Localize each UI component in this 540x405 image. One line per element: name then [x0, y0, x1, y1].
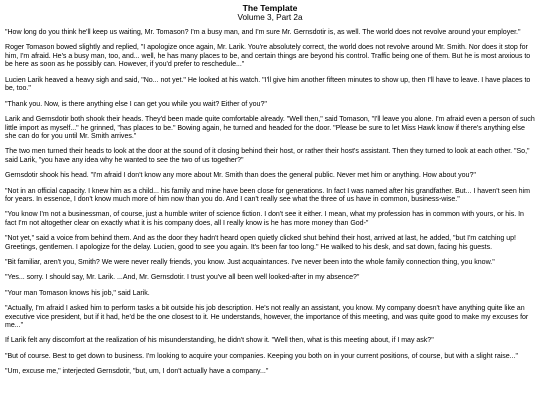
paragraph: "Not yet," said a voice from behind them. And as the door they hadn't heard open quietly clicked shut behind their host, arrived at last, he added, "but I'm catching up! Greetings, gentlemen. I apologize for the delay. Lucien, good to see you again. It's been far too long." He walked to his desk, and sat down, facing his guests. [5, 235, 516, 251]
paragraph: "Not in an official capacity. I knew him as a child... his family and mine have been close for generations. In fact I was named after his grandfather. But... I haven't seen him for years. In essence, I don't know much more of him now than you do. And I can't really see what the three of us have in common, business-wise." [5, 187, 530, 204]
paragraph: "Actually, I'm afraid I asked him to perform tasks a bit outside his job description. He's not really an assistant, you know. My company doesn't have anything quite like an executive vice president, but if it had, he'd be the one closest to it. He understands, however, the importance of this meeting, and was quite good to make my excuses for me..." [5, 305, 529, 330]
paragraph: Lucien Larik heaved a heavy sigh and said, "No... not yet." He looked at his watch. "I'll give him another fifteen minutes to show up, then I'll have to leave. I have places to be, too." [5, 76, 531, 93]
paragraph: "But of course. Best to get down to business. I'm looking to acquire your companies. Keeping you both on in your current positions, of course, but with a slight raise..." [5, 352, 518, 360]
paragraph: Gernsdotir shook his head. "I'm afraid I don't know any more about Mr. Smith than does the general public. Never met him or anything. How about you?" [5, 172, 476, 180]
paragraph: "You know I'm not a businessman, of course, just a humble writer of science fiction. I don't see it either. I mean, what my profession has in common with yours, or his. In fact I'm not altogether clear on exactly what it is his company does, all I really know is he has more money than God-" [5, 211, 524, 227]
paragraph: "Your man Tomason knows his job," said Larik. [5, 289, 150, 297]
paragraph: "Thank you. Now, is there anything else I can get you while you wait? Either of you?" [5, 100, 267, 108]
paragraph: Roger Tomason bowed slightly and replied, "I apologize once again, Mr. Larik. You're absolutely correct, the world does not revolve around Mr. Smith. Nor does it stop for him, I'm afraid. He's a busy man, too, and... well, he has many places to be, and certain things are beyond his control. Traffic being one of them. But he is most anxious to be here as soon as he possibly can. However, if you'd prefer to reschedule..." [5, 44, 531, 69]
document-header [5, 3, 535, 23]
paragraph: "Yes... sorry. I should say, Mr. Larik. ...And, Mr. Gernsdotir. I trust you've all been well looked-after in my absence?" [5, 274, 360, 282]
document-body [5, 29, 535, 377]
paragraph: If Larik felt any discomfort at the realization of his misunderstanding, he didn't show it. "Well then, what is this meeting about, if I may ask?" [5, 337, 434, 345]
document-subtitle: Volume 3, Part 2a [237, 13, 303, 22]
paragraph: The two men turned their heads to look at the door at the sound of it closing behind their host, or rather their host's assistant. Then they turned to look at each other. "So," said Larik, "you have any idea why he wanted to see the two of us together?" [5, 148, 530, 164]
paragraph: "Um, excuse me," interjected Gernsdotir, "but, um, I don't actually have a company..." [5, 368, 269, 376]
paragraph: Larik and Gernsdotir both shook their heads. They'd been made quite comfortable already. "Well then," said Tomason, "I'll leave you alone. I'm afraid even a person of such little import as myself..." he grinned, "has places to be." Bowing again, he turned and headed for the door. "Please be sure to let Miss Hawk know if there's anything else she can do for you until Mr. Smith arrives." [5, 115, 535, 141]
paragraph: "How long do you think he'll keep us waiting, Mr. Tomason? I'm a busy man, and I'm sure Mr. Gernsdotir is, as well. The world does not revolve around your employer." [5, 29, 521, 36]
document-title: The Template [242, 3, 298, 13]
paragraph: "Bit familiar, aren't you, Smith? We were never really friends, you know. Just acquaintances. I've never been into the whole family connection thing, you know." [5, 259, 495, 267]
